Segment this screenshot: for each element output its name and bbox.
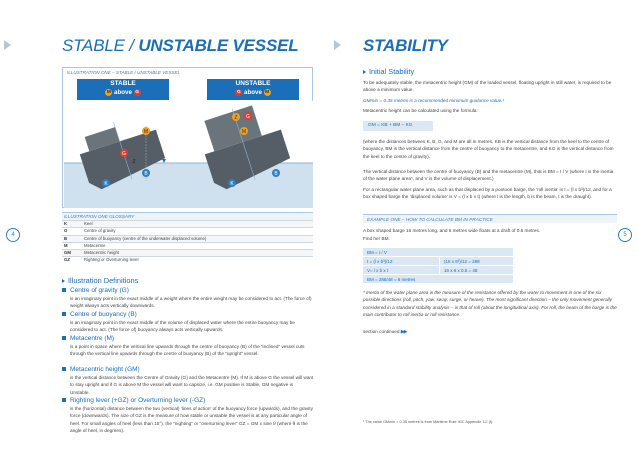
title-bold: UNSTABLE VESSEL <box>138 36 299 55</box>
glossary-rows <box>62 220 313 264</box>
definitions-title: Illustration Definitions <box>68 276 139 285</box>
unstable-word: above <box>244 89 262 96</box>
formula-box: GM = KB + BM – KG <box>363 121 433 131</box>
definition-term <box>62 334 314 343</box>
term-text: Centre of buoyancy (B) <box>70 311 137 318</box>
unstable-b-label: B <box>274 171 278 177</box>
vessel-illustration <box>64 101 313 208</box>
stable-header <box>77 79 169 100</box>
calc-step: BM = 288/48 = 6 metres <box>363 275 513 283</box>
definition-item <box>62 365 314 396</box>
stable-heading: STABLE <box>110 80 136 87</box>
paragraph-6: For a rectangular water plane area, such as that displaced by a pontoon barge, the ‘roll inertia’ is I = (l x b³)/12, and for a box shaped barge the ‘displaced volume’ is V = (l x b x t) (where l is the length, b is the beam, t is the draught). <box>363 187 612 200</box>
definition-text: is the vertical distance between the Centre of Gravity (G) and the Metacentre (M). If M is above G the vessel will want to stay upright and if G is above M the vessel will want to capsize, i.e. GM positive is Stable, GM negative is Unstable. <box>70 375 314 395</box>
illustration-caption: ILLUSTRATION ONE – STABLE / UNSTABLE VESSEL <box>67 70 181 75</box>
definition-item <box>62 310 314 334</box>
term-text: Metacentric height (GM) <box>70 366 140 373</box>
definition-text: is the (horizontal) distance between the two (vertical) ‘lines of action’ of the buoyancy force (upwards), and the gravity force (downwards). The size of GZ is the measure of how stable or unstable the vessel is at any particular angle of heel. For small angles of heel (less than 15°), the “nighting” or “overturning lever” GZ = GM x sine θ (where θ is the angle of heel, in degrees). <box>70 406 313 434</box>
glossary-key: K <box>64 221 68 226</box>
glossary-row <box>62 249 313 256</box>
definition-text: is a point in space where the vertical line upwards through the centre of buoyancy (B) of the “inclined” vessel cuts through the vertical line upwards through the centre of buoyancy (B) of the “upright” vessel. <box>70 344 305 357</box>
stable-k-label: K <box>104 181 108 187</box>
term-text: Righting lever (+GZ) or Overturning lever (-GZ) <box>70 397 206 404</box>
page-arrow-right-icon <box>334 40 341 50</box>
marker-g-icon: G <box>135 89 140 95</box>
marker-m-icon: M <box>106 89 111 95</box>
definition-term <box>62 365 314 374</box>
page-number-left: 4 <box>6 228 20 242</box>
calc-result: (16 x 6³)/12 = 288 <box>439 257 513 265</box>
triangle-bullet-icon <box>363 70 366 74</box>
glossary-row <box>62 220 313 227</box>
glossary-row <box>62 242 313 249</box>
triangle-bullet-icon <box>62 279 65 283</box>
continue-arrows-icon[interactable]: ▶▶ <box>400 329 407 335</box>
stable-b-label: B <box>144 171 148 177</box>
unstable-rule <box>207 88 299 98</box>
glossary-value: Metacentric height <box>84 250 120 256</box>
glossary-value: Centre of buoyancy (centre of the underwater displaced volume) <box>84 235 207 241</box>
definition-item <box>62 334 314 358</box>
paragraph-4: (where the distances between K, B, G, and M are all in metres, KB is the vertical distance from the keel to the centre of buoyancy, BM is the vertical distance from the centre of buoyancy to the metacentre, and KG is the vertical distance from the keel to the centre of gravity). <box>363 139 614 159</box>
footnote: ¹ The value GMmin = 0.35 metres is from Maritime Rule 40C Appendix 1.2 (f). <box>363 420 494 424</box>
page-title-right <box>363 36 448 56</box>
definition-text: is an imaginary point in the exact middle of a weight where the entire weight may be considered to act. (The force of) weight always acts vertically downwards. <box>70 296 312 309</box>
glossary-key: GZ <box>64 257 70 263</box>
glossary-row <box>62 256 313 263</box>
definition-term <box>62 396 314 405</box>
marker-m-icon: M <box>265 89 270 95</box>
calc-step: BM = I / V <box>363 248 513 256</box>
page-title-left <box>62 36 298 56</box>
section-continued <box>363 328 617 336</box>
unstable-heading: UNSTABLE <box>235 80 271 87</box>
paragraph-1: To be adequately stable, the metacentric height (GM) of the loaded vessel, floating upright in still water, is required to be above a minimum value. <box>363 80 612 93</box>
title-stability: STABILITY <box>363 36 448 55</box>
unstable-vessel <box>194 101 293 192</box>
definition-term <box>62 310 314 319</box>
glossary-caption: ILLUSTRATION ONE GLOSSARY <box>62 212 313 220</box>
calc-result: 16 x 6 x 0.5 = 48 <box>439 266 513 274</box>
glossary-key: M <box>64 242 68 248</box>
square-bullet-icon <box>62 288 66 292</box>
unstable-z-label: Z <box>234 115 238 121</box>
definition-text: is an imaginary point in the exact middle of the volume of displaced water where the entire buoyancy may be considered to act. (The force of) buoyancy always acts vertically upwards. <box>70 320 295 333</box>
glossary-key: G <box>64 228 68 234</box>
stable-z-label: Z <box>132 159 136 165</box>
page-arrow-left-icon <box>4 40 11 50</box>
marker-g-icon: G <box>236 89 241 95</box>
paragraph-5: The vertical distance between the centre of buoyancy (B) and the metacentre (M), that is BM = I / V (where I is the inertia of the water plane area*, and V is the volume of displacement.) <box>363 169 614 182</box>
page-number-right: 5 <box>618 228 632 242</box>
stable-g-label: G <box>122 151 126 157</box>
paragraph-2: GMmin = 0.35 metres is a recommended minimum guidance value.¹ <box>363 98 505 103</box>
calc-step: V= l x b x t <box>363 266 439 274</box>
calc-row <box>363 266 513 275</box>
term-text: Centre of gravity (G) <box>70 287 129 294</box>
square-bullet-icon <box>62 336 66 340</box>
example-box: EXAMPLE ONE – HOW TO CALCULATE BM IN PRACTICE <box>363 214 617 223</box>
glossary-value: Metacentre <box>84 242 106 248</box>
stable-word: above <box>114 89 132 96</box>
glossary-value: Centre of gravity <box>84 228 116 234</box>
unstable-m-label: M <box>241 129 247 135</box>
definition-item <box>62 396 314 435</box>
square-bullet-icon <box>62 367 66 371</box>
continued-label: section continued <box>363 329 400 334</box>
stable-m-label: M <box>143 129 149 135</box>
glossary-key: GM <box>64 250 71 256</box>
glossary-value: Keel <box>84 221 93 226</box>
calc-row <box>363 248 513 257</box>
glossary-row <box>62 227 313 234</box>
glossary-value: Righting or Overturning lever <box>84 257 139 263</box>
calculation-table <box>363 248 513 284</box>
stable-rule <box>77 88 169 98</box>
calc-step: I = (l x b³)/12: <box>363 257 439 265</box>
calc-row <box>363 257 513 266</box>
vessel-diagram <box>64 101 313 208</box>
unstable-k-label: K <box>230 181 234 187</box>
square-bullet-icon <box>62 312 66 316</box>
unstable-g-label: G <box>246 114 250 120</box>
paragraph-3: Metacentric height can be calculated using the formula: <box>363 108 478 113</box>
paragraph-7: A box shaped barge 16 metres long, and 6 metres wide floats at a draft of 0.5 metres. <box>363 228 541 233</box>
initial-stability-title: Initial Stability <box>369 67 415 76</box>
paragraph-9: * Inertia of the water plane area is the measure of the resistance offered by the water to movement in one of the six possible directions (roll, pitch, yaw, sway, surge, or heave). The most significant direction – the only movement generally considered in a standard stability analysis – is that of roll (about the longitudinal axis). For roll, the beam of the barge is the main contributor to roll inertia or roll resistance. <box>363 290 617 318</box>
glossary-table <box>62 212 313 264</box>
term-text: Metacentre (M) <box>70 335 115 342</box>
title-light: STABLE / <box>62 36 139 55</box>
illustration-box <box>62 67 313 208</box>
definition-term <box>62 286 314 295</box>
definition-item <box>62 286 314 310</box>
water-marker-icon <box>162 159 166 163</box>
square-bullet-icon <box>62 398 66 402</box>
calc-row <box>363 275 513 284</box>
glossary-key: B <box>64 235 68 241</box>
section-title-initial-stability <box>363 67 414 76</box>
paragraph-8: Find her BM. <box>363 236 390 241</box>
section-title-definitions <box>62 276 138 285</box>
glossary-row <box>62 235 313 242</box>
unstable-header <box>207 79 299 100</box>
